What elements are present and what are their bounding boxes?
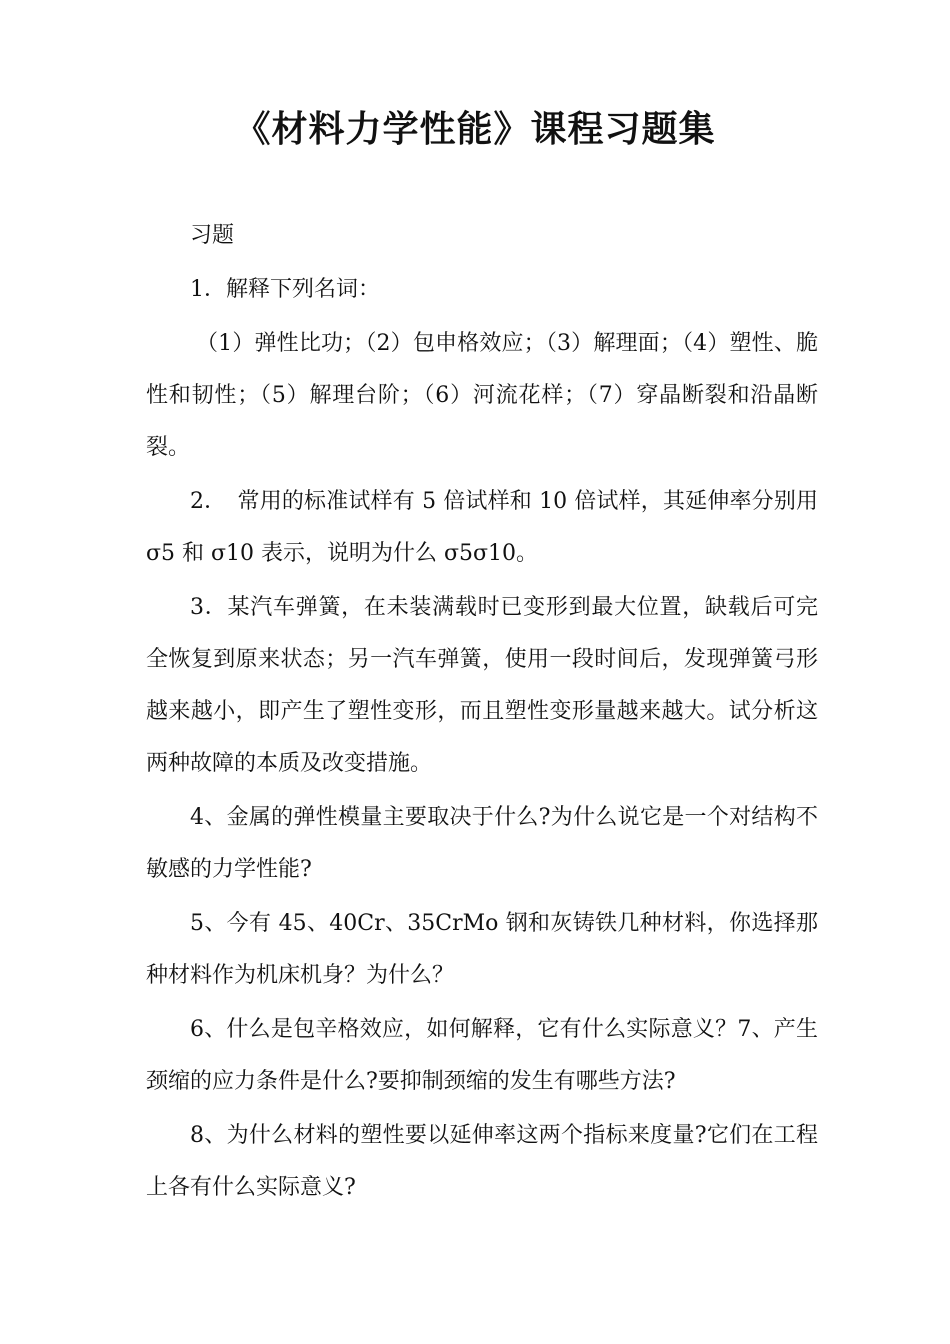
question-1-terms: （1）弹性比功；（2）包申格效应；（3）解理面；（4）塑性、脆性和韧性；（5）解理台阶；（6）河流花样；（7）穿晶断裂和沿晶断裂。 [146, 331, 818, 460]
document-title: 《材料力学性能》课程习题集 [234, 109, 716, 150]
question-6-7: 6、什么是包辛格效应，如何解释，它有什么实际意义？7、产生颈缩的应力条件是什么?要抑制颈缩的发生有哪些方法? [146, 1017, 818, 1094]
question-4: 4、金属的弹性模量主要取决于什么?为什么说它是一个对结构不敏感的力学性能? [146, 805, 818, 882]
question-8: 8、为什么材料的塑性要以延伸率这两个指标来度量?它们在工程上各有什么实际意义? [146, 1123, 818, 1200]
question-5: 5、今有 45、40Cr、35CrMo 钢和灰铸铁几种材料，你选择那种材料作为机床机身？为什么？ [146, 911, 818, 988]
document-body [146, 210, 818, 1216]
question-1: 1．解释下列名词： [190, 277, 380, 302]
section-heading: 习题 [190, 223, 235, 248]
question-3: 3．某汽车弹簧，在未装满载时已变形到最大位置，缺载后可完全恢复到原来状态；另一汽车弹簧，使用一段时间后，发现弹簧弓形越来越小，即产生了塑性变形，而且塑性变形量越来越大。试分析这两种故障的本质及改变措施。 [146, 595, 818, 776]
question-2: 2． 常用的标准试样有 5 倍试样和 10 倍试样，其延伸率分别用 σ5 和 σ10 表示，说明为什么 σ5σ10。 [146, 489, 818, 566]
